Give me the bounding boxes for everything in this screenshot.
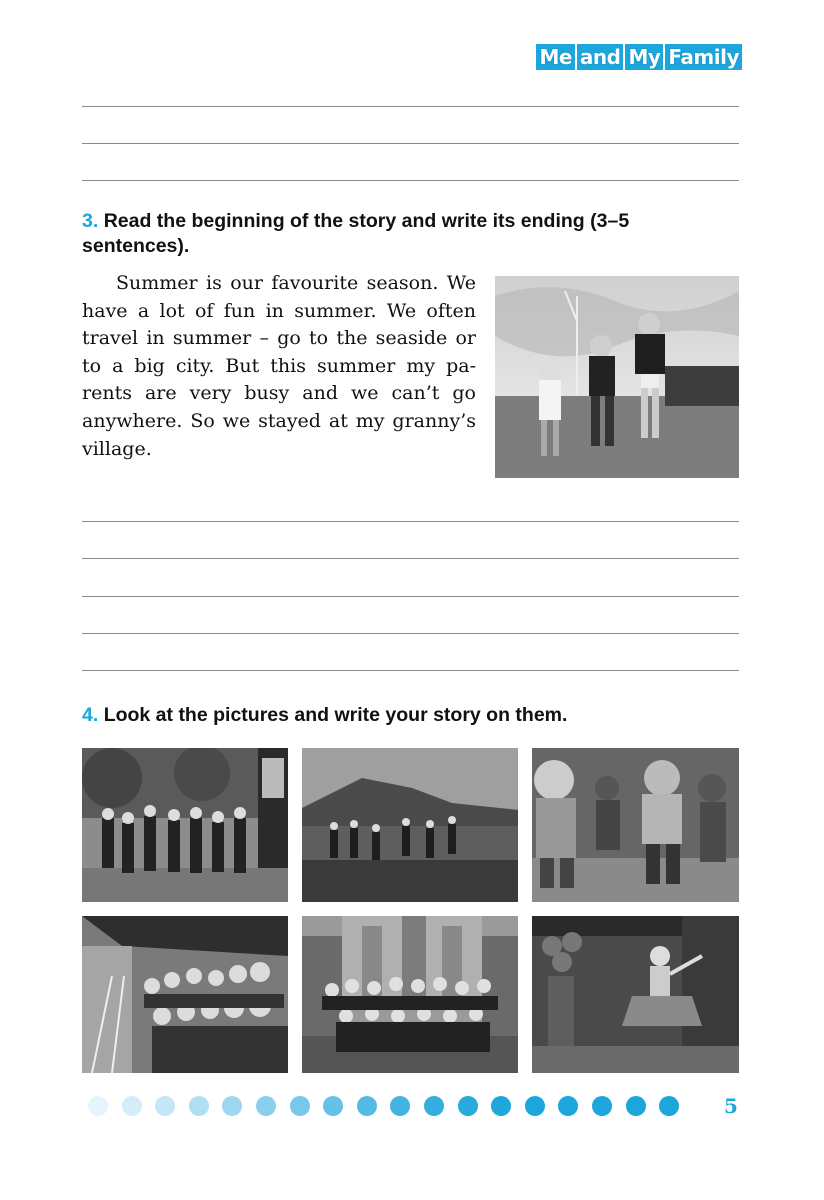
chapter-title-word: My xyxy=(625,44,663,70)
decorative-dot xyxy=(458,1096,478,1116)
task-3-instruction xyxy=(82,209,629,259)
writing-line[interactable] xyxy=(82,558,739,559)
task-4-number: 4. xyxy=(82,704,99,726)
seaside-photo xyxy=(302,748,518,902)
task-3-number: 3. xyxy=(82,210,99,232)
task-4-instruction xyxy=(82,703,567,728)
decorative-dot xyxy=(424,1096,444,1116)
decorative-dot xyxy=(222,1096,242,1116)
stage-dancer-photo xyxy=(532,916,739,1073)
decorative-dot xyxy=(88,1096,108,1116)
decorative-dot xyxy=(390,1096,410,1116)
writing-line[interactable] xyxy=(82,670,739,671)
decorative-dot xyxy=(592,1096,612,1116)
cathedral-group-photo xyxy=(302,916,518,1073)
task-4-text: Look at the pictures and write your story on them. xyxy=(103,704,568,726)
decorative-dot xyxy=(357,1096,377,1116)
decorative-dot xyxy=(323,1096,343,1116)
task-3-text-line2: sentences). xyxy=(82,235,190,257)
story-paragraph: Summer is our favourite season. We have a lot of fun in summer. We often travel in summer – go to the seaside or to a big city. But this summer my parents are very busy and we can’t go anywhere. So we stayed at my granny’s village. xyxy=(82,272,476,460)
writing-line[interactable] xyxy=(82,143,739,144)
decorative-dot xyxy=(256,1096,276,1116)
decorative-dot xyxy=(491,1096,511,1116)
decorative-dot xyxy=(122,1096,142,1116)
writing-line[interactable] xyxy=(82,521,739,522)
decorative-dot xyxy=(189,1096,209,1116)
stadium-spectators-photo xyxy=(82,916,288,1073)
children-field-photo xyxy=(495,276,739,478)
decorative-dot xyxy=(558,1096,578,1116)
decorative-dot xyxy=(626,1096,646,1116)
decorative-dot xyxy=(155,1096,175,1116)
writing-line[interactable] xyxy=(82,633,739,634)
chapter-title-badge xyxy=(536,44,742,70)
chapter-title-word: and xyxy=(577,44,624,70)
decorative-dot xyxy=(659,1096,679,1116)
writing-line[interactable] xyxy=(82,596,739,597)
chapter-title-word: Family xyxy=(665,44,742,70)
page-number: 5 xyxy=(724,1094,738,1118)
decorative-dot xyxy=(290,1096,310,1116)
decorative-dot xyxy=(525,1096,545,1116)
crowd-bus-photo xyxy=(82,748,288,902)
decorative-dots xyxy=(88,1096,679,1116)
task-3-text: Read the beginning of the story and write its ending (3–5 xyxy=(103,210,630,232)
chapter-title-word: Me xyxy=(536,44,574,70)
writing-line[interactable] xyxy=(82,106,739,107)
writing-line[interactable] xyxy=(82,180,739,181)
roller-skating-photo xyxy=(532,748,739,902)
